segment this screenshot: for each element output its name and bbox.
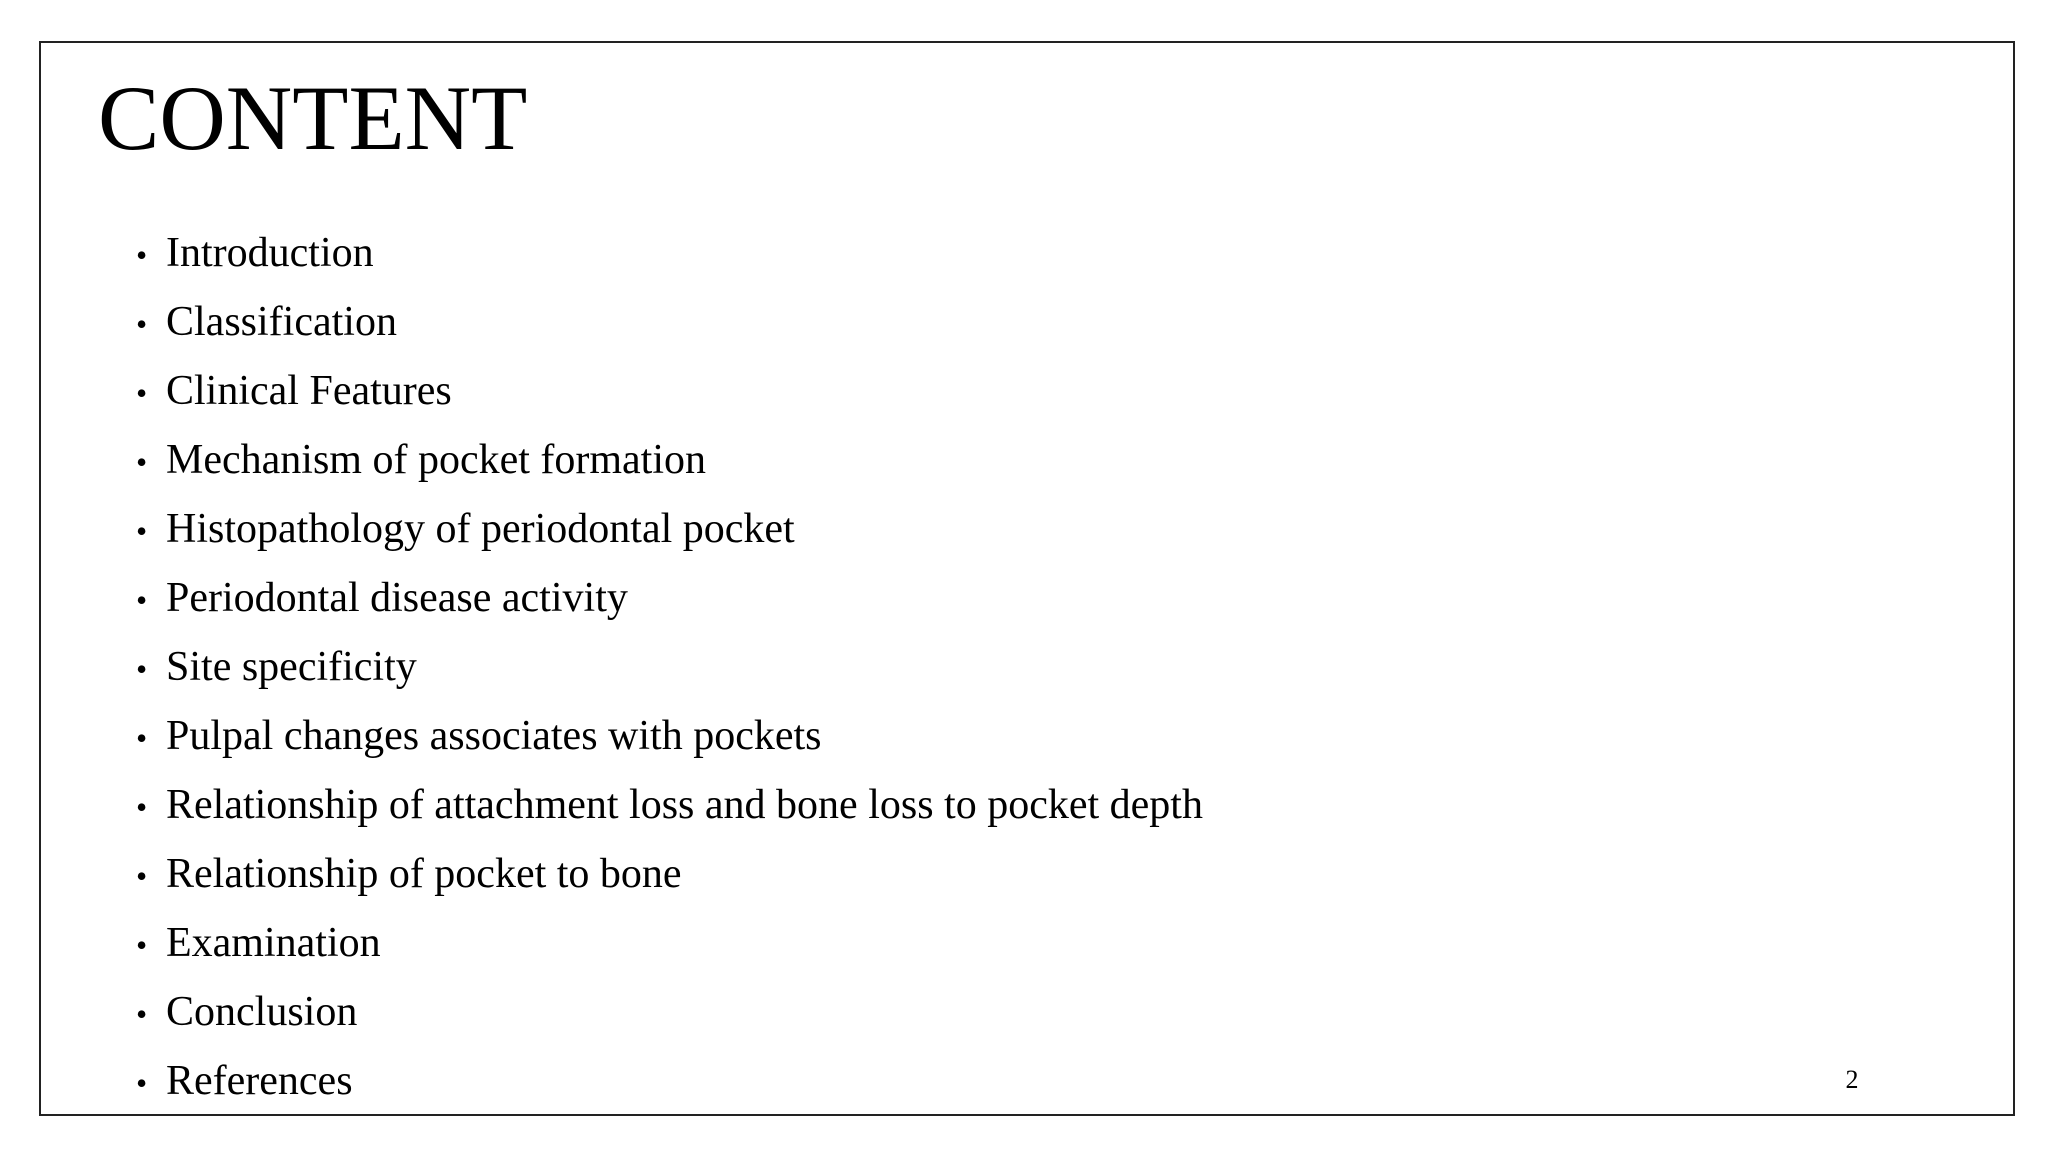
bullet-text: Introduction [166, 230, 374, 276]
bullet-text: Periodontal disease activity [166, 575, 628, 621]
list-item [136, 219, 1203, 288]
bullet-icon: • [136, 444, 148, 480]
bullet-icon: • [136, 996, 148, 1032]
bullet-icon: • [136, 375, 148, 411]
list-item [136, 978, 1203, 1047]
list-item [136, 633, 1203, 702]
bullet-icon: • [136, 927, 148, 963]
bullet-text: Site specificity [166, 644, 417, 690]
bullet-text: References [166, 1058, 353, 1104]
bullet-text: Pulpal changes associates with pockets [166, 713, 822, 759]
bullet-text: Clinical Features [166, 368, 452, 414]
bullet-icon: • [136, 858, 148, 894]
list-item [136, 495, 1203, 564]
content-bullet-list [136, 219, 1203, 1116]
page-number: 2 [1845, 1065, 1859, 1094]
bullet-text: Examination [166, 920, 381, 966]
bullet-text: Relationship of attachment loss and bone loss to pocket depth [166, 782, 1203, 828]
bullet-icon: • [136, 789, 148, 825]
list-item [136, 357, 1203, 426]
bullet-text: Conclusion [166, 989, 358, 1035]
bullet-text: Relationship of pocket to bone [166, 851, 682, 897]
bullet-text: Mechanism of pocket formation [166, 437, 707, 483]
bullet-text: Classification [166, 299, 397, 345]
slide-title: CONTENT [98, 67, 528, 169]
bullet-icon: • [136, 582, 148, 618]
list-item [136, 840, 1203, 909]
bullet-icon: • [136, 651, 148, 687]
list-item [136, 564, 1203, 633]
list-item [136, 702, 1203, 771]
list-item [136, 771, 1203, 840]
list-item [136, 909, 1203, 978]
list-item [136, 1047, 1203, 1116]
list-item [136, 288, 1203, 357]
bullet-icon: • [136, 1065, 148, 1101]
list-item [136, 426, 1203, 495]
bullet-icon: • [136, 237, 148, 273]
bullet-icon: • [136, 720, 148, 756]
slide-frame [39, 41, 2015, 1116]
bullet-icon: • [136, 306, 148, 342]
bullet-text: Histopathology of periodontal pocket [166, 506, 795, 552]
bullet-icon: • [136, 513, 148, 549]
